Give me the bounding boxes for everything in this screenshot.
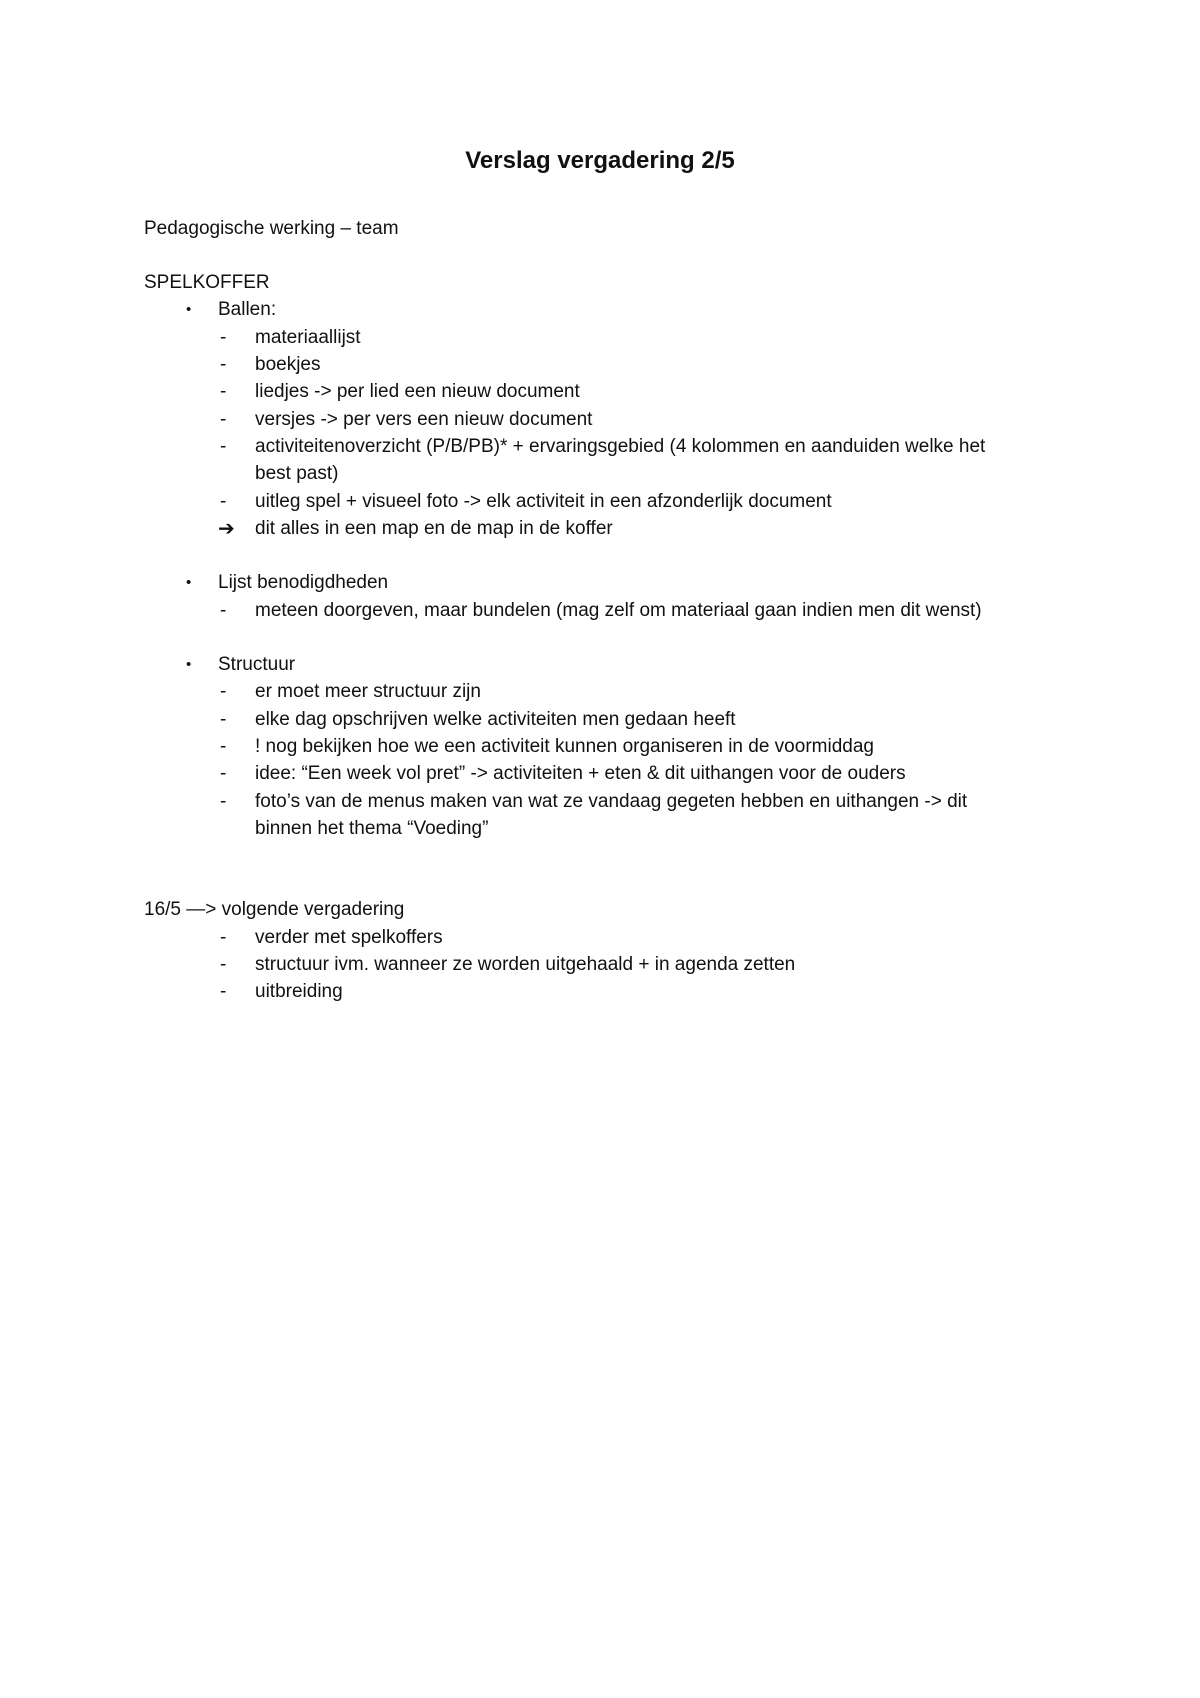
list-item: meteen doorgeven, maar bundelen (mag zelf om materiaal gaan indien men dit wenst): [255, 600, 982, 621]
dash-icon: -: [220, 736, 227, 757]
subtitle: Pedagogische werking – team: [144, 218, 399, 239]
list-item: boekjes: [255, 354, 321, 375]
list-item: liedjes -> per lied een nieuw document: [255, 381, 580, 402]
dash-icon: -: [220, 791, 227, 812]
arrow-item: dit alles in een map en de map in de koffer: [255, 518, 613, 539]
list-item: elke dag opschrijven welke activiteiten men gedaan heeft: [255, 709, 736, 730]
dash-icon: -: [220, 436, 227, 457]
dash-icon: -: [220, 491, 227, 512]
list-item-continuation: binnen het thema “Voeding”: [255, 818, 489, 839]
list-item: materiaallijst: [255, 327, 361, 348]
group-label-structuur: Structuur: [218, 654, 296, 675]
list-item: idee: “Een week vol pret” -> activiteiten + eten & dit uithangen voor de ouders: [255, 763, 906, 784]
dash-icon: -: [220, 981, 227, 1002]
list-item: uitbreiding: [255, 981, 343, 1002]
list-item: ! nog bekijken hoe we een activiteit kunnen organiseren in de voormiddag: [255, 736, 874, 757]
dash-icon: -: [220, 327, 227, 348]
bullet-icon: •: [186, 301, 192, 318]
dash-icon: -: [220, 409, 227, 430]
section-heading: SPELKOFFER: [144, 272, 270, 293]
dash-icon: -: [220, 600, 227, 621]
bullet-icon: •: [186, 574, 192, 591]
dash-icon: -: [220, 354, 227, 375]
document-title: Verslag vergadering 2/5: [465, 147, 735, 174]
list-item: verder met spelkoffers: [255, 927, 443, 948]
dash-icon: -: [220, 763, 227, 784]
bullet-icon: •: [186, 656, 192, 673]
arrow-right-icon: ➔: [218, 518, 235, 540]
list-item: er moet meer structuur zijn: [255, 681, 481, 702]
group-label-benodigdheden: Lijst benodigdheden: [218, 572, 389, 593]
group-label-ballen: Ballen:: [218, 299, 277, 320]
dash-icon: -: [220, 709, 227, 730]
list-item: foto’s van de menus maken van wat ze vandaag gegeten hebben en uithangen -> dit: [255, 791, 968, 812]
next-meeting-label: 16/5 —> volgende vergadering: [144, 899, 405, 920]
list-item: uitleg spel + visueel foto -> elk activiteit in een afzonderlijk document: [255, 491, 832, 512]
list-item: versjes -> per vers een nieuw document: [255, 409, 593, 430]
list-item: structuur ivm. wanneer ze worden uitgehaald + in agenda zetten: [255, 954, 796, 975]
dash-icon: -: [220, 927, 227, 948]
dash-icon: -: [220, 381, 227, 402]
list-item-continuation: best past): [255, 463, 339, 484]
dash-icon: -: [220, 681, 227, 702]
dash-icon: -: [220, 954, 227, 975]
list-item: activiteitenoverzicht (P/B/PB)* + ervaringsgebied (4 kolommen en aanduiden welke het: [255, 436, 986, 457]
